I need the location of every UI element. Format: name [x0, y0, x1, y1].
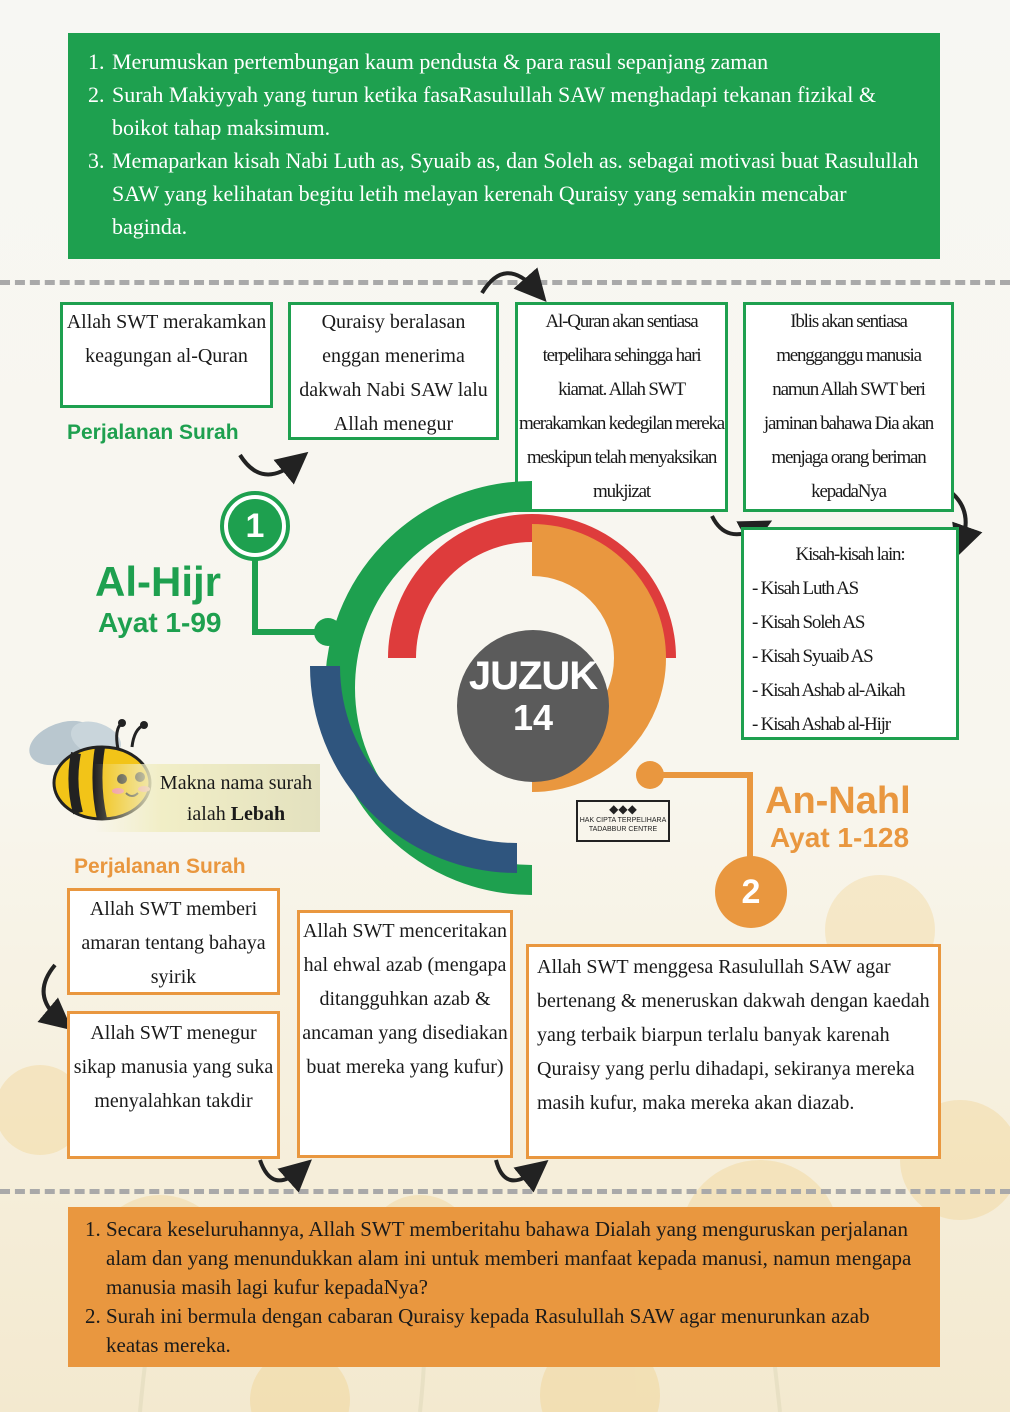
- stamp-line: TADABBUR CENTRE: [588, 826, 658, 833]
- surah-2-number: 2: [741, 873, 761, 911]
- annahl-title: An-Nahl: [765, 780, 911, 822]
- kisah-item: - Kisah Ashab al-Aikah: [752, 680, 905, 701]
- step-text: Allah SWT memberi amaran tentang bahaya syirik: [81, 898, 266, 988]
- annahl-step-4: [526, 944, 941, 1159]
- step-text: Allah SWT menegur sikap manusia yang suka menyalahkan takdir: [73, 1022, 274, 1112]
- summary-item: 2. Surah ini bermula dengan cabaran Quraisy kepada Rasulullah SAW agar menurunkan azab keatas mereka.: [106, 1302, 926, 1360]
- alhijr-title: Al-Hijr: [95, 558, 221, 605]
- surah-2-badge: [715, 856, 787, 928]
- kisah-item: - Kisah Soleh AS: [752, 612, 865, 633]
- alhijr-ayat: Ayat 1-99: [98, 607, 222, 638]
- annahl-step-1: [67, 888, 280, 995]
- summary-item: 1. Secara keseluruhannya, Allah SWT memberitahu bahawa Dialah yang menguruskan perjalanan alam dan yang menundukkan alam ini untuk memberi manfaat kepada manusi, namun mengapa manusia masih lagi kufur kepadaNya?: [106, 1215, 926, 1302]
- annahl-step-3: [297, 910, 513, 1158]
- bee-note-text: Makna nama surah ialah: [159, 772, 313, 825]
- annahl-ayat: Ayat 1-128: [770, 822, 910, 853]
- step-text: Allah SWT menceritakan hal ehwal azab (mengapa ditangguhkan azab & ancaman yang disediakan buat mereka yang kufur): [302, 920, 508, 1078]
- surah-1-number: 1: [228, 499, 282, 553]
- kisah-item: - Kisah Ashab al-Hijr: [752, 714, 890, 735]
- step-text: Al-Quran akan sentiasa terpelihara sehingga hari kiamat. Allah SWT merakamkan kedegilan mereka meskipun telah menyaksikan mukjizat: [519, 311, 724, 502]
- intro-item: 1. Merumuskan pertembungan kaum pendusta & para rasul sepanjang zaman: [110, 45, 926, 78]
- kisah-item: - Kisah Luth AS: [752, 578, 859, 599]
- copyright-stamp: ◆◆◆ HAK CIPTA TERPELIHARA TADABBUR CENTRE: [576, 800, 670, 842]
- summary-box: [68, 1207, 940, 1367]
- alhijr-subheading: Perjalanan Surah: [67, 421, 239, 444]
- intro-item: 3. Memaparkan kisah Nabi Luth as, Syuaib as, dan Soleh as. sebagai motivasi buat Rasulullah SAW yang kelihatan begitu letih melayan kerenah Quraisy yang semakin mencabar baginda.: [110, 144, 926, 243]
- kisah-title: Kisah-kisah lain:: [795, 544, 905, 565]
- surah-1-badge: [220, 491, 290, 561]
- step-text: Allah SWT menggesa Rasulullah SAW agar bertenang & meneruskan dakwah dengan kaedah yang terbaik biarpun terlalu banyak karenah Quraisy yang perlu dihadapi, sekiranya mereka masih kufur, maka mereka akan diazab.: [537, 956, 930, 1114]
- step-text: Iblis akan sentiasa mengganggu manusia namun Allah SWT beri jaminan bahawa Dia akan menjaga orang beriman kepadaNya: [763, 311, 934, 502]
- step-text: Quraisy beralasan enggan menerima dakwah Nabi SAW lalu Allah menegur: [299, 311, 488, 435]
- kisah-item: - Kisah Syuaib AS: [752, 646, 873, 667]
- alhijr-step-2: [288, 302, 499, 440]
- annahl-step-2: [67, 1011, 280, 1159]
- juzuk-label: JUZUK: [468, 654, 598, 698]
- bee-note: [94, 764, 320, 832]
- bee-note-bold: Lebah: [230, 803, 286, 825]
- step-text: Allah SWT merakamkan keagungan al-Quran: [66, 311, 267, 367]
- annahl-subheading: Perjalanan Surah: [74, 855, 246, 878]
- juzuk-number: 14: [512, 697, 554, 738]
- alhijr-step-1: [60, 302, 273, 408]
- juzuk-center-circle: [457, 630, 609, 782]
- intro-item: 2. Surah Makiyyah yang turun ketika fasaRasulullah SAW menghadapi tekanan fizikal & boikot tahap maksimum.: [110, 78, 926, 144]
- stamp-line: HAK CIPTA TERPELIHARA: [579, 817, 667, 824]
